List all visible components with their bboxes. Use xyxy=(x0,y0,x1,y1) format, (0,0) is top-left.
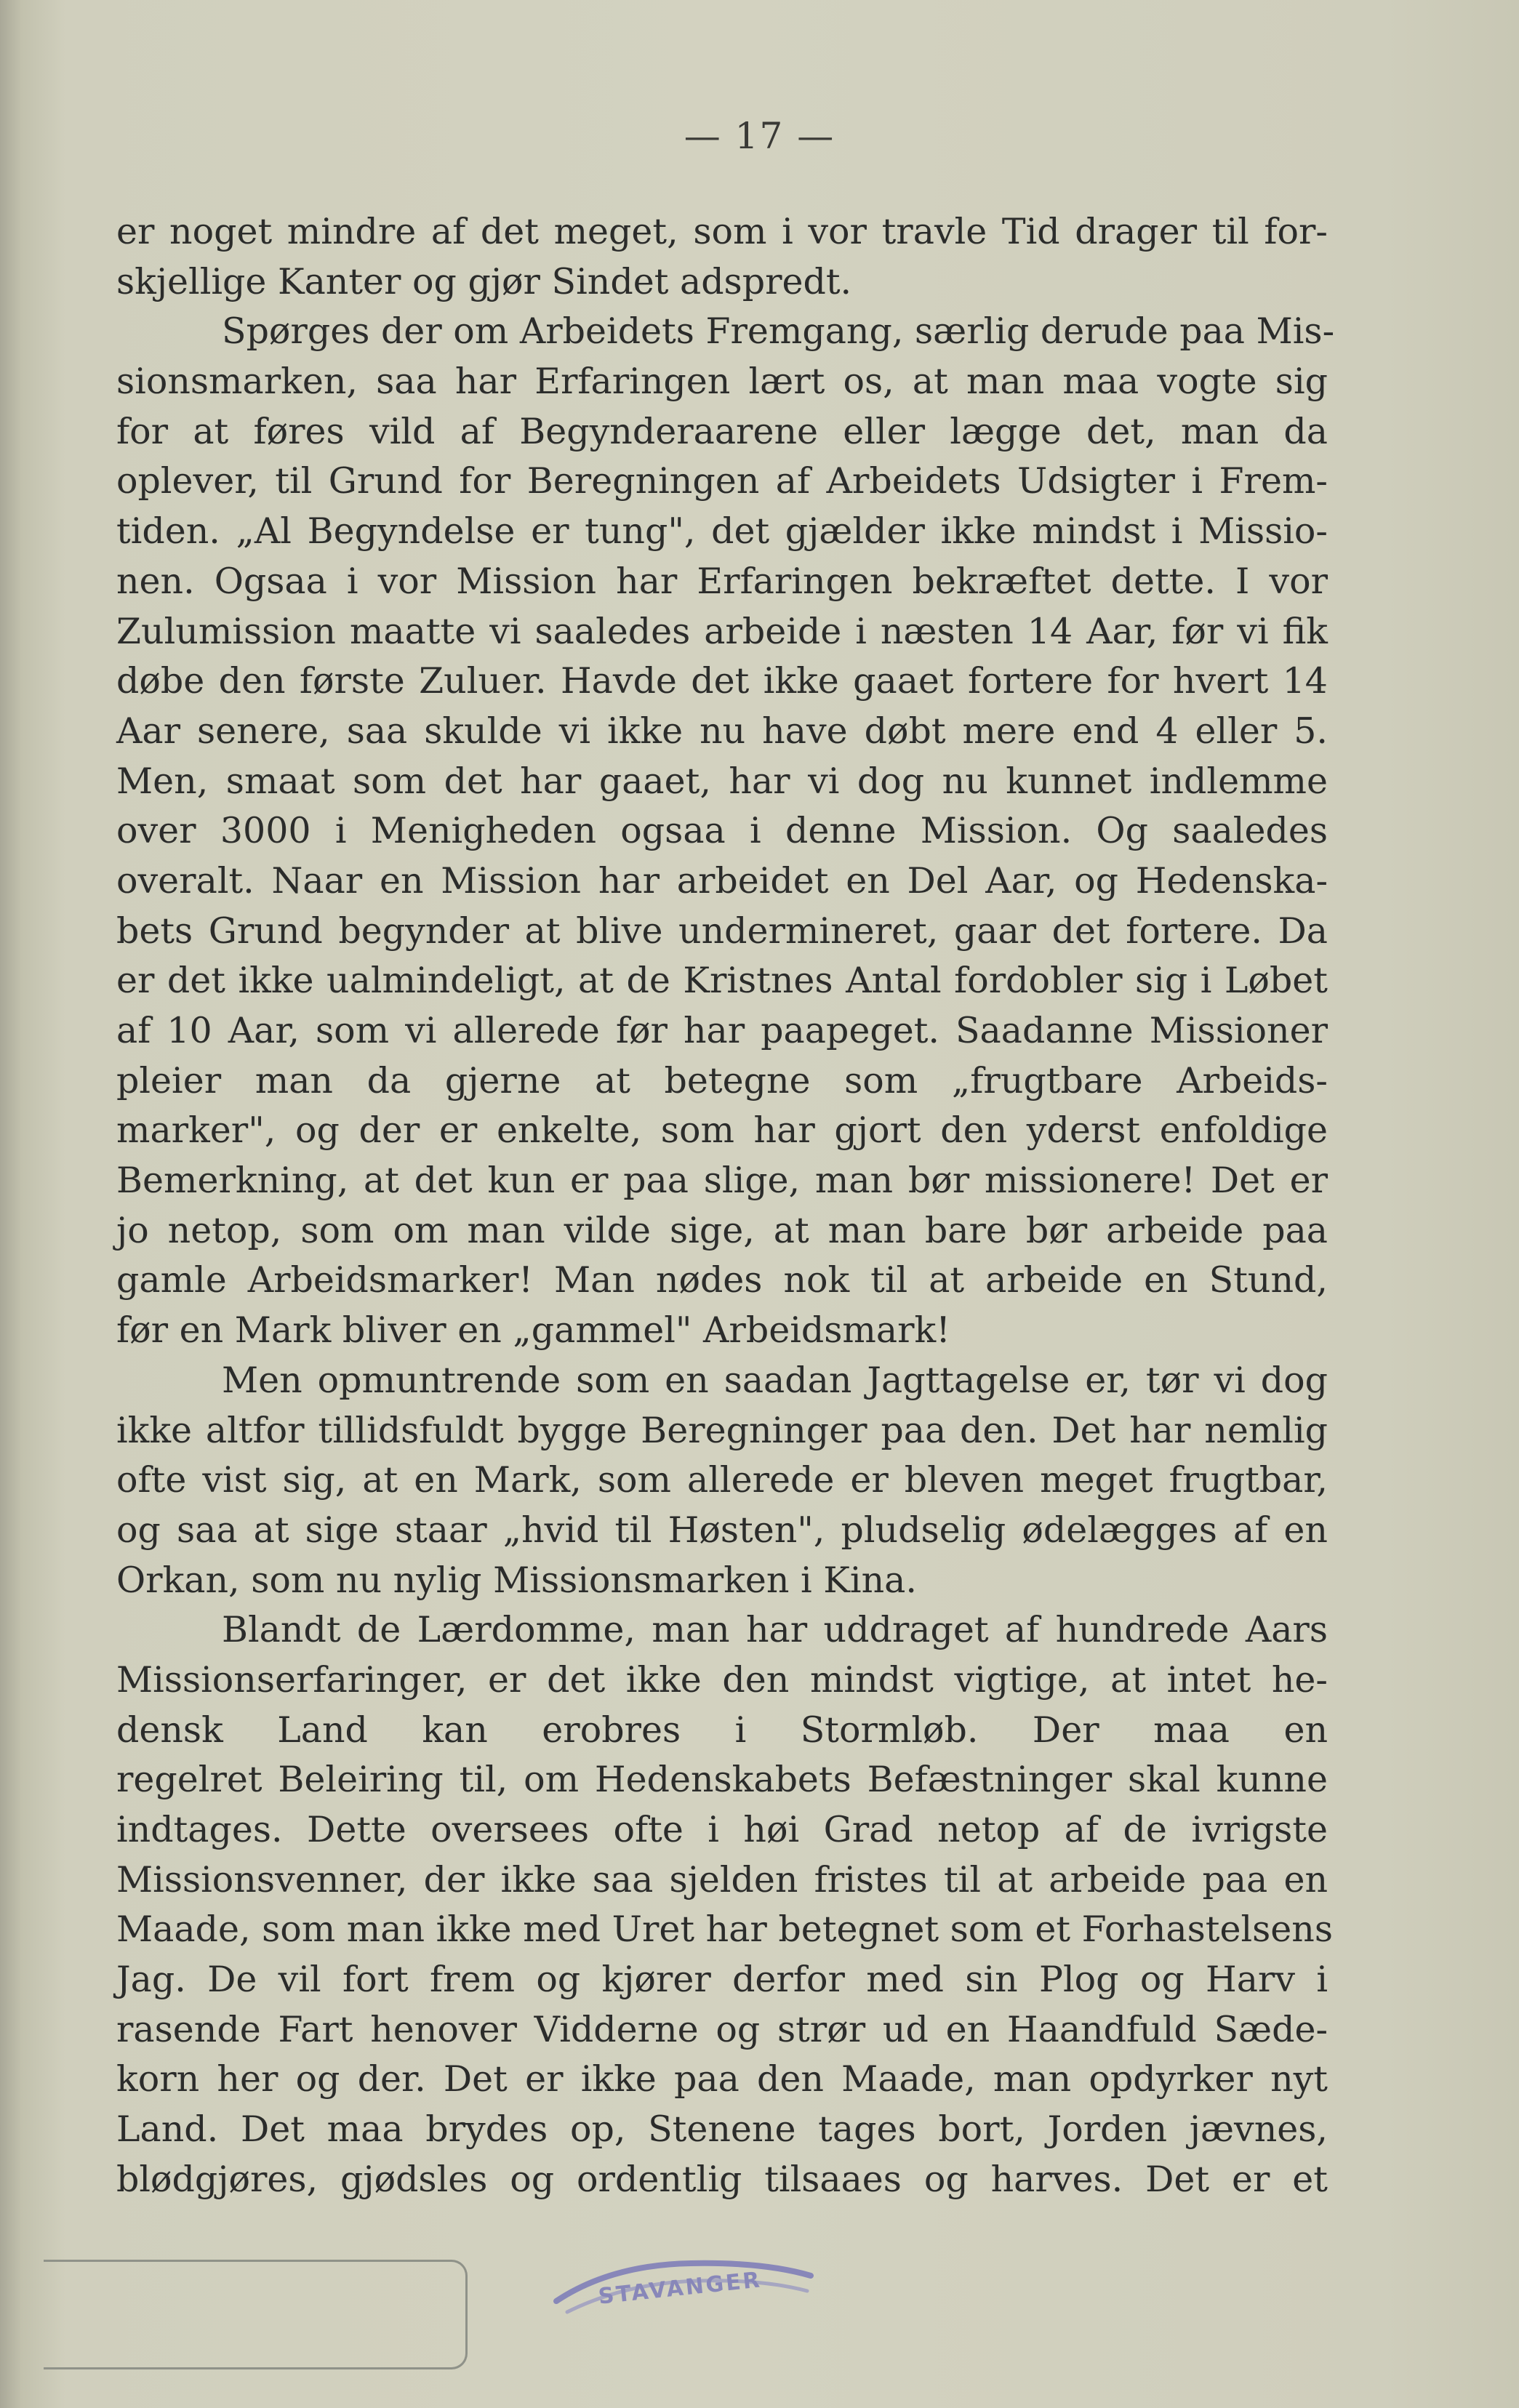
text-line: Maade, som man ikke med Uret har betegnet som et Forhastelsens xyxy=(116,1909,1333,1951)
text-line: Blandt de Lærdomme, man har uddraget af hundrede Aars xyxy=(222,1609,1328,1651)
text-line: gamle Arbeidsmarker! Man nødes nok til at arbeide en Stund, xyxy=(116,1259,1328,1301)
text-line: Aar senere, saa skulde vi ikke nu have døbt mere end 4 eller 5. xyxy=(116,710,1328,752)
text-line: nen. Ogsaa i vor Mission har Erfaringen bekræftet dette. I vor xyxy=(116,560,1328,602)
text-line: og saa at sige staar „hvid til Høsten", pludselig ødelægges af en xyxy=(116,1509,1328,1551)
page-number: — 17 — xyxy=(684,115,835,157)
text-line: densk Land kan erobres i Stormløb. Der maa en xyxy=(116,1709,1328,1751)
text-line: Missionsvenner, der ikke saa sjelden fristes til at arbeide paa en xyxy=(116,1858,1328,1901)
text-line: Land. Det maa brydes op, Stenene tages bort, Jorden jævnes, xyxy=(116,2108,1328,2151)
text-line: for at føres vild af Begynderaarene eller lægge det, man da xyxy=(116,410,1328,452)
text-line: Men opmuntrende som en saadan Jagttagelse er, tør vi dog xyxy=(222,1359,1328,1401)
text-line: overalt. Naar en Mission har arbeidet en Del Aar, og Hedenska- xyxy=(116,859,1328,902)
text-line: oplever, til Grund for Beregningen af Arbeidets Udsigter i Frem- xyxy=(116,460,1328,502)
text-line: skjellige Kanter og gjør Sindet adspredt. xyxy=(116,260,852,302)
text-line: Bemerkning, at det kun er paa slige, man bør missionere! Det er xyxy=(116,1160,1328,1202)
text-line: marker", og der er enkelte, som har gjort den yderst enfoldige xyxy=(116,1109,1328,1152)
text-line: indtages. Dette oversees ofte i høi Grad netop af de ivrigste xyxy=(116,1809,1328,1850)
text-line: Jag. De vil fort frem og kjører derfor med sin Plog og Harv i xyxy=(116,1959,1328,2001)
text-line: blødgjøres, gjødsles og ordentlig tilsaaes og harves. Det er et xyxy=(116,2158,1328,2200)
text-line: før en Mark bliver en „gammel" Arbeidsmark! xyxy=(116,1309,950,1352)
text-line: bets Grund begynder at blive undermineret, gaar det fortere. Da xyxy=(116,910,1328,952)
text-line: regelret Beleiring til, om Hedenskabets Befæstninger skal kunne xyxy=(116,1759,1328,1801)
text-line: er noget mindre af det meget, som i vor travle Tid drager til for- xyxy=(116,211,1328,252)
text-line: rasende Fart henover Vidderne og strør ud en Haandfuld Sæde- xyxy=(116,2008,1328,2050)
library-stamp xyxy=(545,2243,822,2330)
text-line: ofte vist sig, at en Mark, som allerede er bleven meget frugtbar, xyxy=(116,1459,1328,1501)
text-line: tiden. „Al Begyndelse er tung", det gjælder ikke mindst i Missio- xyxy=(116,510,1328,553)
text-line: over 3000 i Menigheden ogsaa i denne Mission. Og saaledes xyxy=(116,810,1328,852)
text-line: Spørges der om Arbeidets Fremgang, særlig derude paa Mis- xyxy=(222,310,1335,353)
text-line: ikke altfor tillidsfuldt bygge Beregninger paa den. Det har nemlig xyxy=(116,1409,1328,1451)
stamp-text: STAVANGER xyxy=(597,2267,763,2310)
body-text xyxy=(116,207,1335,2205)
text-line: Orkan, som nu nylig Missionsmarken i Kina. xyxy=(116,1559,917,1601)
text-line: Missionserfaringer, er det ikke den mindst vigtige, at intet he- xyxy=(116,1658,1328,1701)
text-line: døbe den første Zuluer. Havde det ikke gaaet fortere for hvert 14 xyxy=(116,660,1328,702)
text-line: jo netop, som om man vilde sige, at man bare bør arbeide paa xyxy=(116,1209,1328,1251)
text-line: Zulumission maatte vi saaledes arbeide i næsten 14 Aar, før vi fik xyxy=(116,610,1328,652)
text-line: sionsmarken, saa har Erfaringen lært os, at man maa vogte sig xyxy=(116,361,1328,403)
text-line: korn her og der. Det er ikke paa den Maade, man opdyrker nyt xyxy=(116,2058,1328,2100)
text-line: er det ikke ualmindeligt, at de Kristnes Antal fordobler sig i Løbet xyxy=(116,960,1328,1002)
text-line: Men, smaat som det har gaaet, har vi dog nu kunnet indlemme xyxy=(116,760,1328,802)
text-line: pleier man da gjerne at betegne som „frugtbare Arbeids- xyxy=(116,1059,1328,1101)
text-line: af 10 Aar, som vi allerede før har paapeget. Saadanne Missioner xyxy=(116,1010,1328,1051)
library-label-frame xyxy=(44,2260,468,2369)
